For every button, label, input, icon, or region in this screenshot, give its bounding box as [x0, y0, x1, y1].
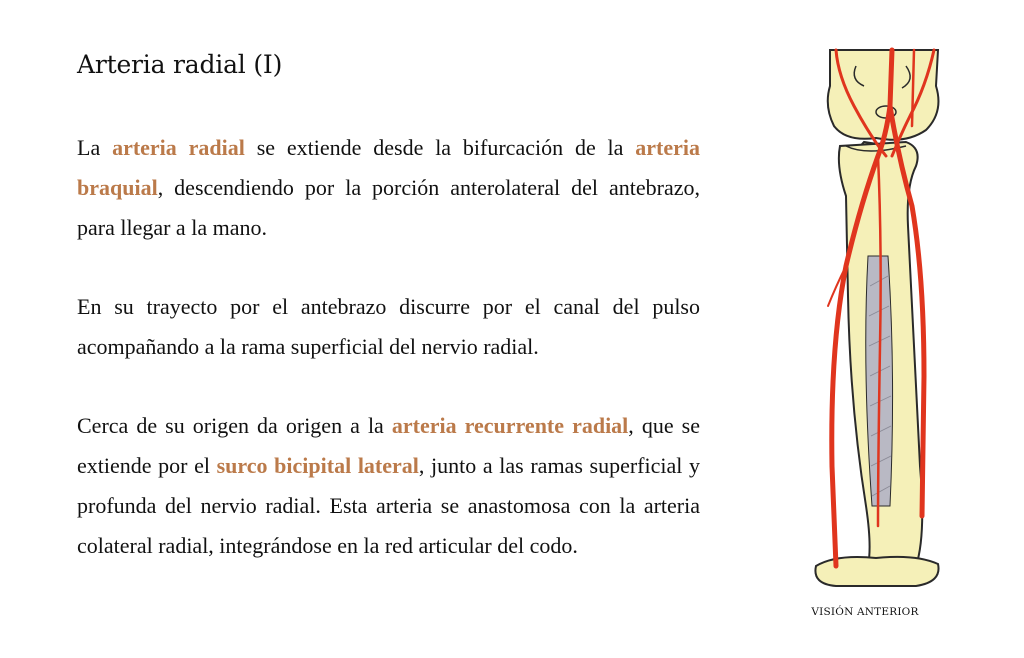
- term-surco-bicipital-lateral: surco bicipital lateral: [216, 453, 419, 478]
- text-segment: Cerca de su origen da origen a la: [77, 413, 392, 438]
- article-body: [77, 128, 700, 605]
- paragraph-3: [77, 406, 700, 566]
- figure-caption: VISIÓN ANTERIOR: [811, 606, 919, 618]
- page-title: Arteria radial (I): [77, 50, 283, 79]
- text-segment: La: [77, 135, 113, 160]
- text-segment: , que se extiende por el: [77, 413, 700, 478]
- term-arteria-recurrente-radial: arteria recurrente radial: [391, 413, 629, 438]
- forearm-anatomy-illustration: [806, 46, 958, 594]
- text-segment: , descendiendo por la porción anterolateral del antebrazo, para llegar a la mano.: [77, 175, 700, 240]
- term-arteria-radial: arteria radial: [112, 135, 245, 160]
- text-segment: se extiende desde la bifurcación de la: [244, 135, 636, 160]
- text-segment: , junto a las ramas superficial y profunda del nervio radial. Esta arteria se anastomosa con la arteria colateral radial, integrándose en la red articular del codo.: [77, 453, 700, 558]
- term-arteria-braquial: arteria braquial: [77, 135, 701, 200]
- paragraph-2: [77, 287, 700, 367]
- text-segment: En su trayecto por el antebrazo discurre por el canal del pulso acompañando a la rama superficial del nervio radial.: [77, 294, 700, 359]
- paragraph-1: [77, 128, 700, 248]
